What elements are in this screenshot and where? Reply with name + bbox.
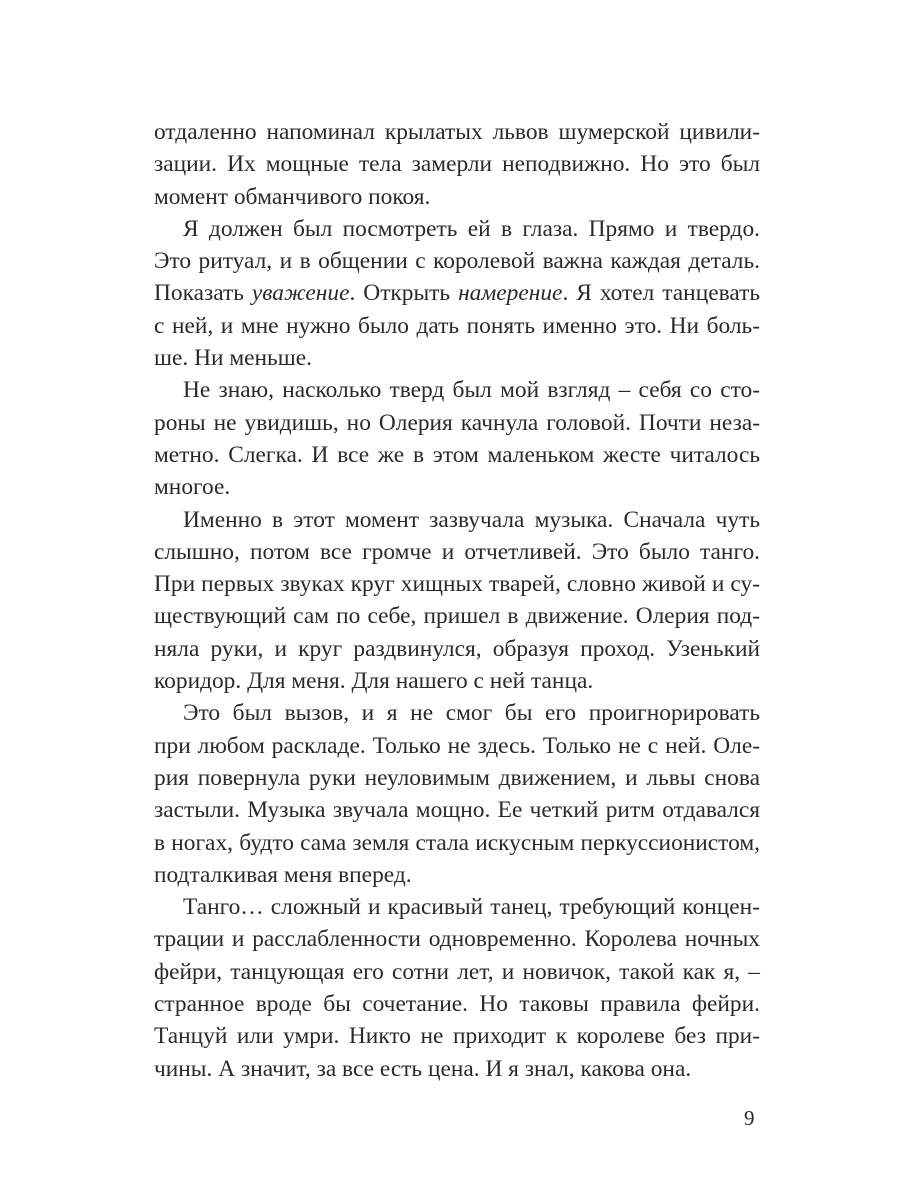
text-line: Это ритуал, и в общении с королевой важна каждая деталь.	[154, 248, 760, 275]
text-line: ше. Ни меньше.	[154, 345, 312, 372]
text-line: Это был вызов, и я не смог бы его проигнорировать	[183, 700, 760, 727]
emphasized-text: намерение	[458, 280, 563, 307]
body-text	[154, 116, 760, 1085]
text-line: странное вроде бы сочетание. Но таковы правила фейри.	[154, 991, 760, 1018]
text-line: зации. Их мощные тела замерли неподвижно. Но это был	[154, 151, 760, 178]
text-line: няла руки, и круг раздвинулся, образуя проход. Узенький	[154, 635, 760, 662]
text-line: многое.	[154, 474, 231, 501]
text-line: Я должен был посмотреть ей в глаза. Прямо и твердо.	[183, 215, 760, 242]
emphasized-text: уважение	[251, 280, 350, 307]
text-line: ществующий сам по себе, пришел в движение. Олерия под-	[154, 603, 760, 630]
page-number: 9	[744, 1106, 755, 1130]
text-line: коридор. Для меня. Для нашего с ней танца.	[154, 668, 594, 695]
text-line: отдаленно напоминал крылатых львов шумерской цивили-	[154, 119, 760, 145]
text-line: трации и расслабленности одновременно. Королева ночных	[154, 926, 760, 953]
text-line: фейри, танцующая его сотни лет, и новичок, такой как я, –	[154, 958, 760, 985]
text-line: в ногах, будто сама земля стала искусным перкуссионистом,	[154, 829, 760, 856]
text-line: метно. Слегка. И все же в этом маленьком жесте читалось	[154, 441, 760, 468]
text-line: слышно, потом все громче и отчетливей. Это было танго.	[154, 538, 760, 565]
text-line: роны не увидишь, но Олерия качнула головой. Почти неза-	[154, 409, 760, 436]
text-line: момент обманчивого покоя.	[154, 183, 431, 210]
text-line: с ней, и мне нужно было дать понять именно это. Ни боль-	[154, 312, 760, 339]
text-fragment: . Я хотел танцевать	[562, 280, 761, 307]
text-line: Не знаю, насколько тверд был мой взгляд – себя со сто-	[183, 377, 760, 404]
text-line: застыли. Музыка звучала мощно. Ее четкий ритм отдавался	[154, 797, 760, 824]
text-line: рия повернула руки неуловимым движением, и львы снова	[154, 764, 760, 791]
text-line: чины. А значит, за все есть цена. И я знал, какова она.	[154, 1055, 692, 1082]
text-line	[154, 277, 760, 309]
text-fragment: Показать	[154, 280, 252, 307]
text-line: При первых звуках круг хищных тварей, словно живой и су-	[154, 571, 760, 598]
text-fragment: . Открыть	[349, 280, 459, 307]
text-line: Именно в этот момент зазвучала музыка. Сначала чуть	[183, 506, 760, 533]
text-line: подталкивая меня вперед.	[154, 861, 412, 888]
text-line: Танцуй или умри. Никто не приходит к королеве без при-	[154, 1023, 760, 1050]
text-line: при любом раскладе. Только не здесь. Только не с ней. Оле-	[154, 732, 760, 759]
text-line: Танго… сложный и красивый танец, требующий концен-	[183, 894, 760, 921]
